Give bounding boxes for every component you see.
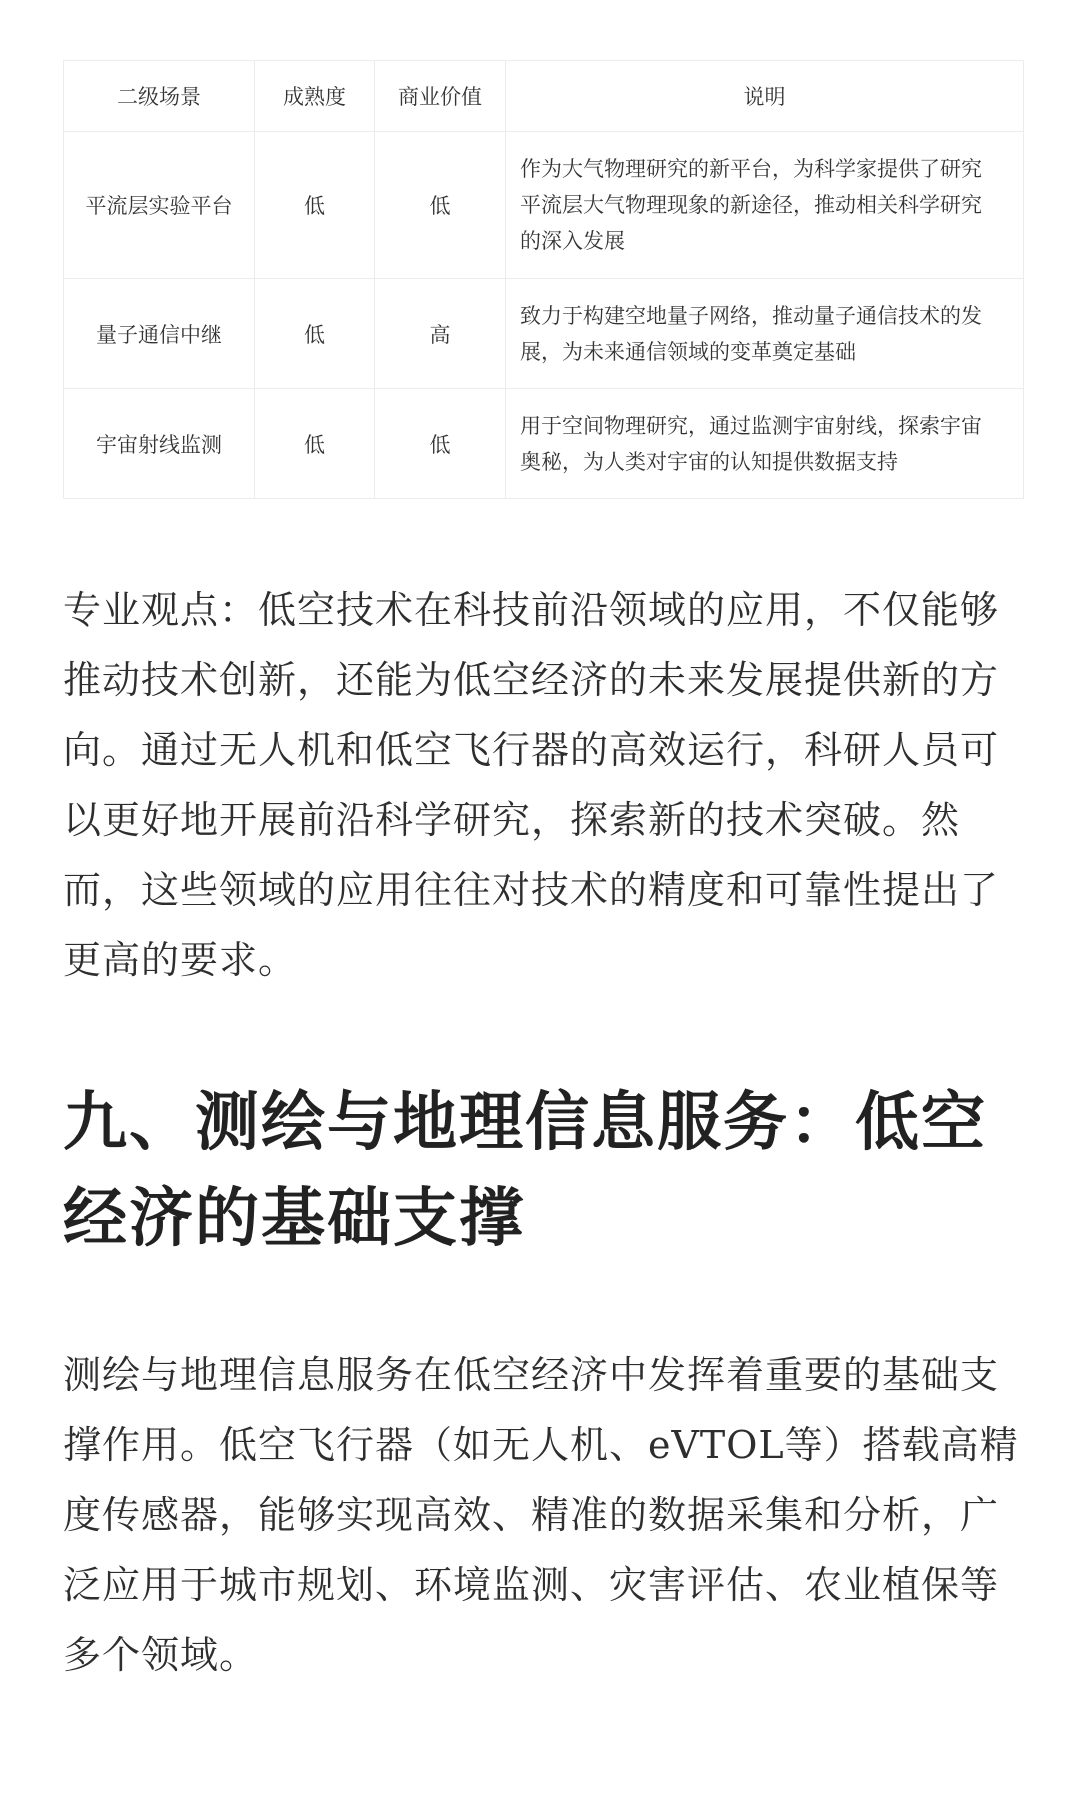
header-description: 说明 (506, 61, 1024, 132)
scenario-table-container (63, 60, 1023, 499)
cell-description: 作为大气物理研究的新平台，为科学家提供了研究平流层大气物理现象的新途径，推动相关科学研究的深入发展 (506, 132, 1024, 279)
opinion-paragraph: 专业观点：低空技术在科技前沿领域的应用，不仅能够推动技术创新，还能为低空经济的未来发展提供新的方向。通过无人机和低空飞行器的高效运行，科研人员可以更好地开展前沿科学研究，探索新的技术突破。然而，这些领域的应用往往对技术的精度和可靠性提出了更高的要求。 (63, 588, 1000, 982)
table-row (64, 132, 1024, 279)
header-secondary-scene: 二级场景 (64, 61, 255, 132)
cell-value: 高 (375, 279, 506, 389)
header-commercial-value: 商业价值 (375, 61, 506, 132)
cell-description: 致力于构建空地量子网络，推动量子通信技术的发展，为未来通信领域的变革奠定基础 (506, 279, 1024, 389)
table-row (64, 279, 1024, 389)
cell-maturity: 低 (255, 279, 375, 389)
cell-value: 低 (375, 132, 506, 279)
scenario-table (63, 60, 1024, 499)
cell-maturity: 低 (255, 132, 375, 279)
cell-value: 低 (375, 389, 506, 499)
cell-description: 用于空间物理研究，通过监测宇宙射线，探索宇宙奥秘，为人类对宇宙的认知提供数据支持 (506, 389, 1024, 499)
cell-scene: 量子通信中继 (64, 279, 255, 389)
table-header-row (64, 61, 1024, 132)
cell-scene: 宇宙射线监测 (64, 389, 255, 499)
table-row (64, 389, 1024, 499)
cell-scene: 平流层实验平台 (64, 132, 255, 279)
section-heading: 九、测绘与地理信息服务：低空经济的基础支撑 (63, 1085, 987, 1256)
header-maturity: 成熟度 (255, 61, 375, 132)
section-paragraph: 测绘与地理信息服务在低空经济中发挥着重要的基础支撑作用。低空飞行器（如无人机、eVTOL等）搭载高精度传感器，能够实现高效、精准的数据采集和分析，广泛应用于城市规划、环境监测、灾害评估、农业植保等多个领域。 (63, 1353, 1019, 1677)
cell-maturity: 低 (255, 389, 375, 499)
